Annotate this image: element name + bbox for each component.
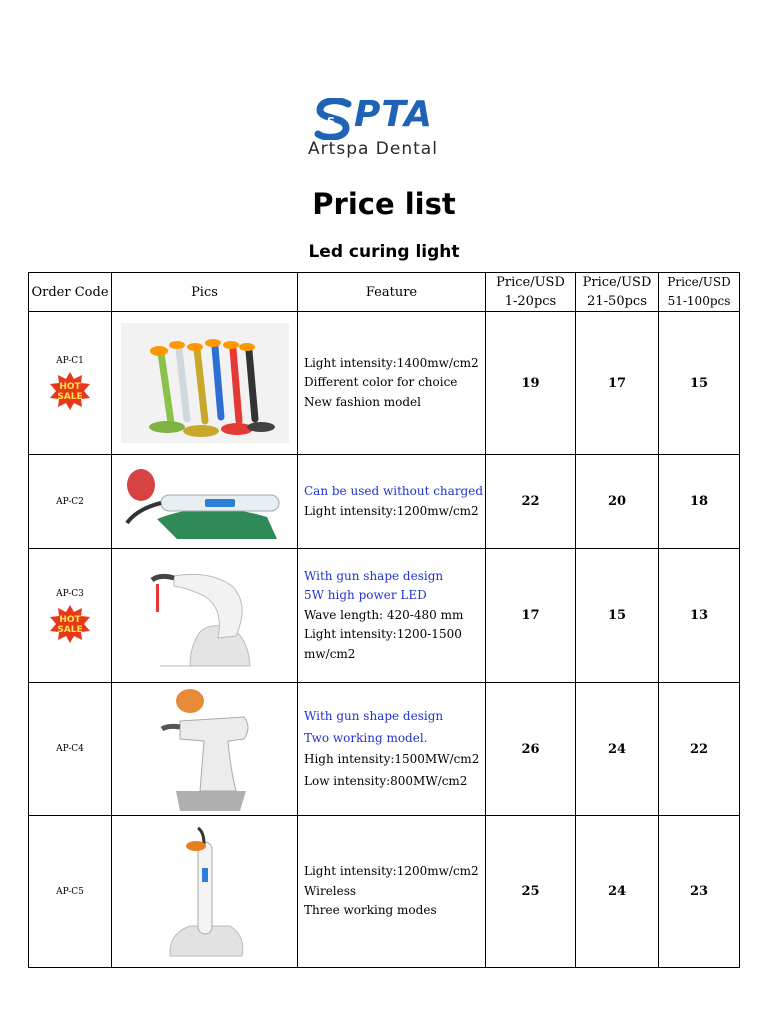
- order-code: AP-C3: [56, 588, 84, 599]
- hot-sale-badge-icon: [49, 372, 91, 410]
- feature-line: Low intensity:800MW/cm2: [304, 773, 468, 788]
- table-header-row: [29, 273, 740, 312]
- feature-line: Three working modes: [304, 903, 437, 918]
- price-51-100: 15: [659, 312, 740, 455]
- table-row: [29, 455, 740, 549]
- col-price-21-50: Price/USD 21-50pcs: [576, 273, 659, 312]
- svg-text:SALE: SALE: [57, 392, 83, 402]
- product-image-pen-light: [117, 459, 293, 545]
- feature-line: 5W high power LED: [304, 588, 427, 603]
- price-1-20: 26: [486, 683, 576, 816]
- price-51-100: 18: [659, 455, 740, 549]
- col-price-1-20: Price/USD 1-20pcs: [486, 273, 576, 312]
- feature-line: Can be used without charged: [304, 484, 484, 498]
- svg-text:S: S: [327, 115, 335, 128]
- spta-logo-icon: [314, 98, 354, 140]
- feature-line: mw/cm2: [304, 646, 356, 661]
- price-1-20: 17: [486, 549, 576, 683]
- price-21-50: 24: [576, 816, 659, 968]
- feature-line: Different color for choice: [304, 375, 458, 390]
- feature-line: Two working model.: [304, 730, 428, 745]
- price-21-50: 15: [576, 549, 659, 683]
- brand-name: Artspa Dental: [308, 139, 438, 159]
- page-subtitle: Led curing light: [308, 242, 460, 262]
- feature-line: Light intensity:1200-1500: [304, 627, 462, 642]
- hot-sale-badge-icon: [49, 605, 91, 643]
- product-image-gun-light-white: [140, 556, 270, 676]
- product-image-pen-light-stand: [160, 822, 250, 962]
- feature-line: High intensity:1500MW/cm2: [304, 752, 480, 766]
- table-row: [29, 312, 740, 455]
- page-title: Price list: [312, 187, 456, 221]
- col-feature: Feature: [298, 273, 486, 312]
- product-image-gun-light-grey: [140, 687, 270, 811]
- feature-line: Light intensity:1200mw/cm2: [304, 503, 479, 518]
- price-1-20: 19: [486, 312, 576, 455]
- svg-text:HOT: HOT: [59, 382, 81, 392]
- feature-line: Wave length: 420-480 mm: [304, 607, 464, 622]
- logo-wordmark: PTA: [354, 94, 434, 135]
- order-code: AP-C2: [29, 455, 112, 549]
- price-1-20: 25: [486, 816, 576, 968]
- feature-line: Light intensity:1400mw/cm2: [304, 355, 479, 370]
- table-row: [29, 549, 740, 683]
- price-51-100: 22: [659, 683, 740, 816]
- svg-text:HOT: HOT: [59, 614, 81, 625]
- price-51-100: 13: [659, 549, 740, 683]
- col-pics: Pics: [112, 273, 298, 312]
- feature-line: Wireless: [304, 883, 357, 898]
- feature-line: With gun shape design: [304, 568, 444, 583]
- order-code: AP-C5: [29, 816, 112, 968]
- table-row: [29, 816, 740, 968]
- svg-text:SALE: SALE: [57, 624, 83, 635]
- feature-line: New fashion model: [304, 394, 421, 409]
- price-51-100: 23: [659, 816, 740, 968]
- col-price-51-100: Price/USD 51-100pcs: [659, 273, 740, 312]
- product-image-colorful-lights: [121, 323, 289, 443]
- order-code: AP-C1: [56, 356, 84, 366]
- brand-logo: [258, 78, 488, 168]
- price-21-50: 20: [576, 455, 659, 549]
- feature-line: Light intensity:1200mw/cm2: [304, 864, 479, 879]
- price-1-20: 22: [486, 455, 576, 549]
- price-21-50: 24: [576, 683, 659, 816]
- price-21-50: 17: [576, 312, 659, 455]
- table-row: [29, 683, 740, 816]
- col-order-code: Order Code: [29, 273, 112, 312]
- order-code: AP-C4: [29, 683, 112, 816]
- feature-line: With gun shape design: [304, 709, 444, 723]
- price-table: [28, 272, 740, 968]
